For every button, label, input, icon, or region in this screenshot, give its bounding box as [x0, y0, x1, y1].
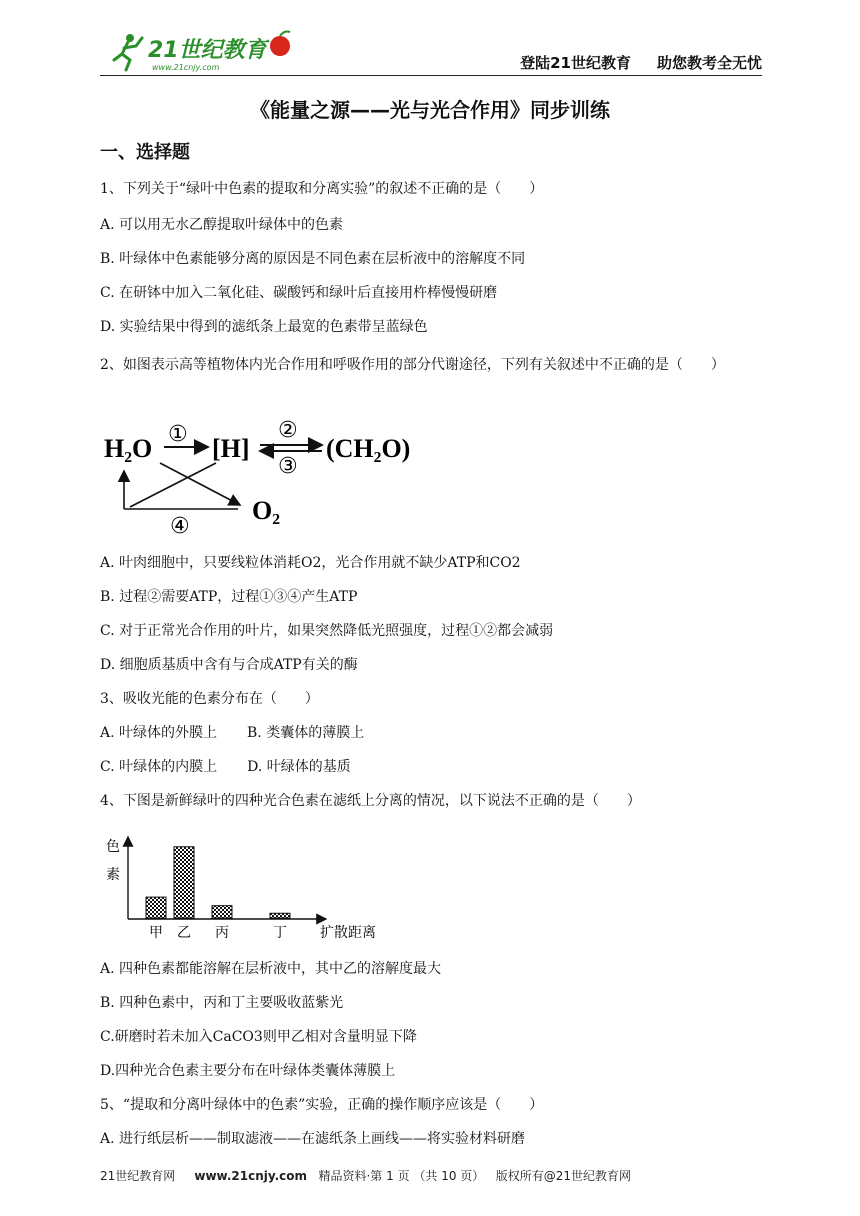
logo — [108, 30, 298, 72]
q3-option-b: B. 类囊体的薄膜上 — [247, 725, 365, 741]
logo-url: www.21cnjy.com — [152, 63, 220, 72]
q1-option-c: C. 在研钵中加入二氧化硅、碳酸钙和绿叶后直接用杵棒慢慢研磨 — [100, 285, 498, 301]
q1-option-b: B. 叶绿体中色素能够分离的原因是不同色素在层析液中的溶解度不同 — [100, 251, 526, 267]
category-label-4: 丁 — [273, 925, 287, 941]
metabolic-pathway-diagram — [100, 415, 428, 537]
page-header — [100, 24, 762, 76]
q4-option-d: D.四种光合色素主要分布在叶绿体类囊体薄膜上 — [100, 1063, 396, 1079]
chart-xlabel: 扩散距离 — [320, 925, 376, 941]
q2-stem: 2、如图表示高等植物体内光合作用和呼吸作用的部分代谢途径，下列有关叙述中不正确的是（ ） — [100, 357, 725, 373]
h-label: [H] — [212, 434, 250, 463]
q3-stem: 3、吸收光能的色素分布在（ ） — [100, 691, 319, 707]
logo-text: 21世纪教育 — [148, 38, 267, 63]
slogan-right: 助您教考全无忧 — [656, 54, 762, 72]
q4-option-c: C.研磨时若未加入CaCO3则甲乙相对含量明显下降 — [100, 1029, 417, 1045]
bar-3 — [212, 906, 232, 918]
category-label-3: 丙 — [215, 925, 229, 941]
q2-option-c: C. 对于正常光合作用的叶片，如果突然降低光照强度，过程①②都会减弱 — [100, 623, 554, 639]
process-3-label: ③ — [278, 454, 298, 479]
q4-option-b: B. 四种色素中，丙和丁主要吸收蓝紫光 — [100, 995, 344, 1011]
process-4-label: ④ — [170, 514, 190, 537]
page-title: 《能量之源——光与光合作用》同步训练 — [250, 98, 610, 122]
q2-option-b: B. 过程②需要ATP，过程①③④产生ATP — [100, 589, 358, 605]
pigment-chart — [100, 823, 390, 943]
q5-stem: 5、“提取和分离叶绿体中的色素”实验，正确的操作顺序应该是（ ） — [100, 1097, 544, 1113]
h2o-label: H₂O — [104, 434, 153, 463]
runner-icon — [114, 34, 142, 70]
apple-icon — [270, 32, 290, 57]
footer-copyright: 版权所有@21世纪教育网 — [495, 1169, 632, 1183]
chart-category-labels — [149, 925, 287, 941]
q3-options-ab — [100, 722, 364, 742]
q2-option-d: D. 细胞质基质中含有与合成ATP有关的酶 — [100, 657, 358, 673]
q2-option-a: A. 叶肉细胞中，只要线粒体消耗O2，光合作用就不缺少ATP和CO2 — [100, 555, 521, 571]
q3-options-cd — [100, 756, 351, 776]
chart-ylabel-1: 色 — [106, 839, 120, 855]
bar-1 — [146, 897, 166, 918]
o2-label: O₂ — [252, 496, 281, 525]
q4-option-a: A. 四种色素都能溶解在层析液中，其中乙的溶解度最大 — [100, 961, 442, 977]
process-1-label: ① — [168, 422, 188, 447]
q3-option-c: C. 叶绿体的内膜上 — [100, 759, 218, 775]
bar-4 — [270, 913, 290, 918]
process-2-label: ② — [278, 418, 298, 443]
category-label-2: 乙 — [177, 925, 191, 941]
q3-option-d: D. 叶绿体的基质 — [247, 759, 351, 775]
q1-option-a: A. 可以用无水乙醇提取叶绿体中的色素 — [100, 217, 344, 233]
header-divider — [100, 75, 762, 76]
q3-option-a: A. 叶绿体的外膜上 — [100, 725, 218, 741]
q4-stem: 4、下图是新鲜绿叶的四种光合色素在滤纸上分离的情况，以下说法不正确的是（ ） — [100, 793, 641, 809]
q1-option-d: D. 实验结果中得到的滤纸条上最宽的色素带呈蓝绿色 — [100, 319, 428, 335]
chart-bars — [146, 847, 290, 918]
slogan-left: 登陆21世纪教育 — [520, 54, 631, 72]
bar-2 — [174, 847, 194, 918]
arrow-h2o-o2 — [160, 463, 240, 505]
header-slogan — [494, 52, 762, 73]
section-heading: 一、选择题 — [100, 142, 190, 163]
page-footer — [100, 1167, 762, 1184]
footer-site: 21世纪教育网 — [100, 1169, 176, 1183]
footer-url: www.21cnjy.com — [194, 1169, 308, 1183]
ch2o-label: (CH₂O) — [326, 434, 411, 463]
footer-page: 精品资料·第 1 页 （共 10 页） — [318, 1169, 485, 1183]
category-label-1: 甲 — [149, 925, 163, 941]
q1-stem: 1、下列关于“绿叶中色素的提取和分离实验”的叙述不正确的是（ ） — [100, 181, 544, 197]
chart-ylabel-2: 素 — [106, 867, 120, 883]
q5-option-a: A. 进行纸层析——制取滤液——在滤纸条上画线——将实验材料研磨 — [100, 1131, 526, 1147]
